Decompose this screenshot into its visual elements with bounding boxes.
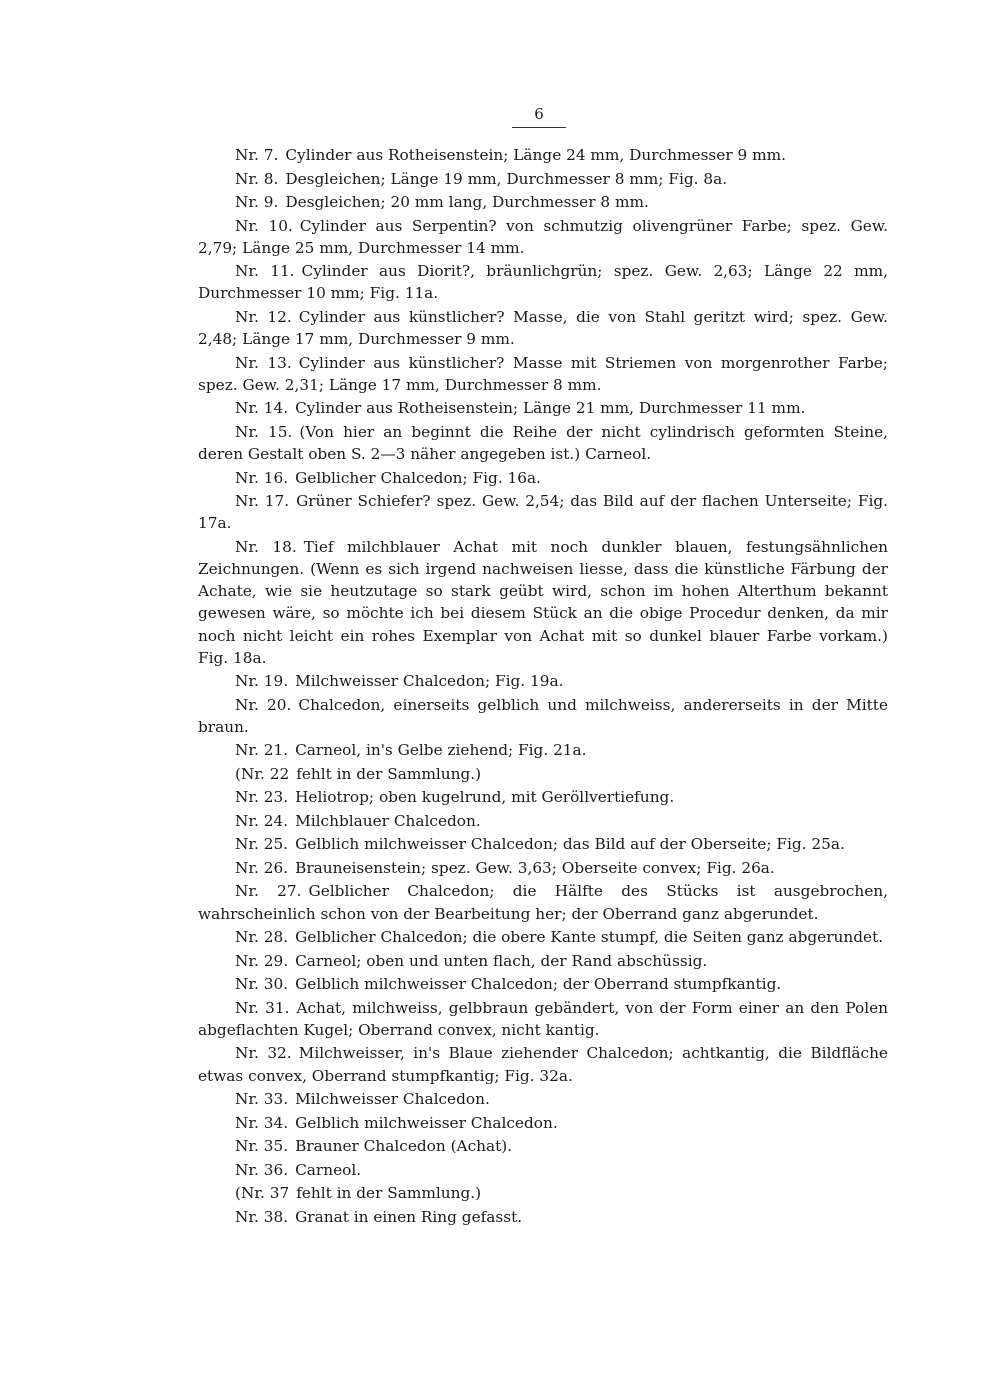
- catalogue-entry: [198, 950, 888, 972]
- catalogue-entry: [198, 857, 888, 879]
- entry-number: Nr. 16.: [235, 468, 289, 487]
- entry-text: Brauner Chalcedon (Achat).: [295, 1137, 513, 1156]
- catalogue-entry: [198, 1042, 888, 1086]
- entry-number: Nr. 29.: [235, 951, 289, 970]
- entry-number: Nr. 25.: [235, 835, 289, 854]
- catalogue-entry: [198, 144, 888, 166]
- catalogue-entry: [198, 536, 888, 669]
- entry-text: Achat, milchweiss, gelbbraun gebändert, von der Form einer an den Polen abgeflachten Kugel; Oberrand convex, nicht kantig.: [198, 998, 888, 1039]
- page-number-rule: [512, 127, 566, 128]
- entry-text: Carneol, in's Gelbe ziehend; Fig. 21a.: [295, 741, 587, 760]
- entry-number: Nr. 9.: [235, 193, 279, 211]
- entry-text: Brauneisenstein; spez. Gew. 3,63; Oberseite convex; Fig. 26a.: [295, 858, 775, 877]
- entry-number: Nr. 14.: [235, 399, 289, 418]
- entry-text: (Von hier an beginnt die Reihe der nicht cylindrisch geformten Steine, deren Gestalt oben S. 2—3 näher angegeben ist.) Carneol.: [198, 422, 888, 464]
- entry-text: Carneol.: [295, 1160, 362, 1179]
- entry-text: Desgleichen; 20 mm lang, Durchmesser 8 mm.: [285, 193, 649, 211]
- catalogue-entry: [198, 397, 888, 419]
- entry-number: Nr. 18.: [235, 537, 297, 556]
- catalogue-entry: [198, 1112, 888, 1134]
- entry-number: Nr. 13.: [235, 353, 292, 372]
- catalogue-entry: [198, 763, 888, 785]
- entry-number: Nr. 38.: [235, 1207, 289, 1226]
- entry-number: Nr. 21.: [235, 741, 289, 760]
- entry-text: Milchweisser, in's Blaue ziehender Chalcedon; achtkantig, die Bildfläche etwas convex, Oberrand stumpfkantig; Fig. 32a.: [198, 1044, 888, 1085]
- catalogue-entry: [198, 694, 888, 738]
- entry-number: Nr. 24.: [235, 811, 289, 830]
- catalogue-entry: [198, 260, 888, 304]
- entry-text: Tief milchblauer Achat mit noch dunkler blauen, festungsähnlichen Zeichnungen. (Wenn es sich irgend nachweisen liesse, dass die künstliche Färbung der Achate, wie sie heutzutage so stark geübt wird, schon im hohen Alterthum bekannt gewesen wäre, so möchte ich bei diesem Stück an die obige Procedur denken, da mir noch nicht leicht ein rohes Exemplar von Achat mit so dunkel blauer Farbe vorkam.) Fig. 18a.: [198, 537, 888, 667]
- catalogue-entry: [198, 1159, 888, 1181]
- catalogue-entry: [198, 1088, 888, 1110]
- catalogue-entry: [198, 670, 888, 692]
- entry-number: Nr. 36.: [235, 1160, 289, 1179]
- entry-number: Nr. 27.: [235, 882, 302, 901]
- entry-number: Nr. 32.: [235, 1044, 292, 1063]
- entry-number: Nr. 8.: [235, 169, 279, 188]
- catalogue-entry: [198, 421, 888, 465]
- catalogue-entry: [198, 926, 888, 948]
- catalogue-entry: [198, 810, 888, 832]
- entry-number: Nr. 35.: [235, 1137, 289, 1156]
- entry-text: Gelblich milchweisser Chalcedon; das Bild auf der Oberseite; Fig. 25a.: [295, 835, 845, 854]
- entry-text: Cylinder aus Rotheisenstein; Länge 24 mm, Durchmesser 9 mm.: [285, 146, 786, 164]
- entry-text: Carneol; oben und unten flach, der Rand abschüssig.: [295, 951, 708, 970]
- entry-text: fehlt in der Sammlung.): [296, 1184, 482, 1203]
- entry-text: fehlt in der Sammlung.): [296, 764, 482, 783]
- entry-number: Nr. 17.: [235, 492, 290, 511]
- entry-number: Nr. 30.: [235, 975, 289, 994]
- entry-text: Gelblicher Chalcedon; die Hälfte des Stücks ist ausgebrochen, wahrscheinlich schon von der Bearbeitung her; der Oberrand ganz abgerundet.: [198, 882, 888, 923]
- entry-number: Nr. 12.: [235, 307, 292, 326]
- entry-number: Nr. 11.: [235, 262, 295, 281]
- catalogue-entry: [198, 880, 888, 924]
- entry-text: Cylinder aus Serpentin? von schmutzig olivengrüner Farbe; spez. Gew. 2,79; Länge 25 mm, Durchmesser 14 mm.: [198, 216, 888, 257]
- entry-text: Granat in einen Ring gefasst.: [295, 1207, 523, 1226]
- entry-text: Gelblicher Chalcedon; Fig. 16a.: [295, 468, 541, 487]
- entry-text: Milchweisser Chalcedon; Fig. 19a.: [295, 672, 564, 691]
- entry-number: Nr. 28.: [235, 928, 289, 947]
- entry-text: Heliotrop; oben kugelrund, mit Geröllvertiefung.: [295, 788, 675, 807]
- entry-text: Cylinder aus Diorit?, bräunlichgrün; spez. Gew. 2,63; Länge 22 mm, Durchmesser 10 mm; Fig. 11a.: [198, 262, 888, 303]
- entry-number: Nr. 15.: [235, 422, 293, 441]
- entry-text: Chalcedon, einerseits gelblich und milchweiss, andererseits in der Mitte braun.: [198, 695, 888, 736]
- catalogue-entry: [198, 352, 888, 396]
- entry-number: (Nr. 37: [235, 1184, 290, 1203]
- catalogue-entry: [198, 1182, 888, 1204]
- entry-text: Milchblauer Chalcedon.: [295, 811, 481, 830]
- entry-number: Nr. 19.: [235, 672, 289, 691]
- entry-number: Nr. 23.: [235, 788, 289, 807]
- entry-text: Gelblicher Chalcedon; die obere Kante stumpf, die Seiten ganz abgerundet.: [295, 928, 884, 947]
- page-number: 6: [534, 105, 544, 123]
- catalogue-entry: [198, 973, 888, 995]
- catalogue-entry: [198, 997, 888, 1041]
- catalogue-entry: [198, 215, 888, 259]
- entry-text: Cylinder aus künstlicher? Masse mit Striemen von morgenrother Farbe; spez. Gew. 2,31; Länge 17 mm, Durchmesser 8 mm.: [198, 353, 888, 394]
- catalogue-entry: [198, 490, 888, 534]
- entry-number: Nr. 10.: [235, 216, 293, 235]
- catalogue-entry: [198, 1135, 888, 1157]
- catalogue-entry: [198, 833, 888, 855]
- entry-text: Gelblich milchweisser Chalcedon.: [295, 1113, 558, 1132]
- entry-text: Milchweisser Chalcedon.: [295, 1090, 490, 1109]
- entry-number: Nr. 20.: [235, 695, 292, 714]
- entry-text: Cylinder aus künstlicher? Masse, die von Stahl geritzt wird; spez. Gew. 2,48; Länge 17 mm, Durchmesser 9 mm.: [198, 307, 888, 349]
- entry-number: Nr. 7.: [235, 146, 279, 164]
- entry-text: Cylinder aus Rotheisenstein; Länge 21 mm, Durchmesser 11 mm.: [295, 399, 806, 418]
- catalogue-entry: [198, 1206, 888, 1228]
- catalogue-entry: [198, 467, 888, 489]
- entry-number: Nr. 34.: [235, 1113, 289, 1132]
- entry-number: (Nr. 22: [235, 764, 290, 783]
- entry-number: Nr. 33.: [235, 1090, 289, 1109]
- entry-text: Gelblich milchweisser Chalcedon; der Oberrand stumpfkantig.: [295, 975, 782, 994]
- catalogue-entry: [198, 739, 888, 761]
- entry-number: Nr. 26.: [235, 858, 289, 877]
- entry-number: Nr. 31.: [235, 998, 290, 1017]
- catalogue-entry: [198, 306, 888, 350]
- catalogue-entry: [198, 191, 888, 213]
- entry-text: Desgleichen; Länge 19 mm, Durchmesser 8 mm; Fig. 8a.: [285, 169, 728, 188]
- catalogue-entry: [198, 168, 888, 190]
- entry-text: Grüner Schiefer? spez. Gew. 2,54; das Bild auf der flachen Unterseite; Fig. 17a.: [198, 492, 889, 533]
- catalogue-entries: [198, 144, 888, 1229]
- catalogue-entry: [198, 786, 888, 808]
